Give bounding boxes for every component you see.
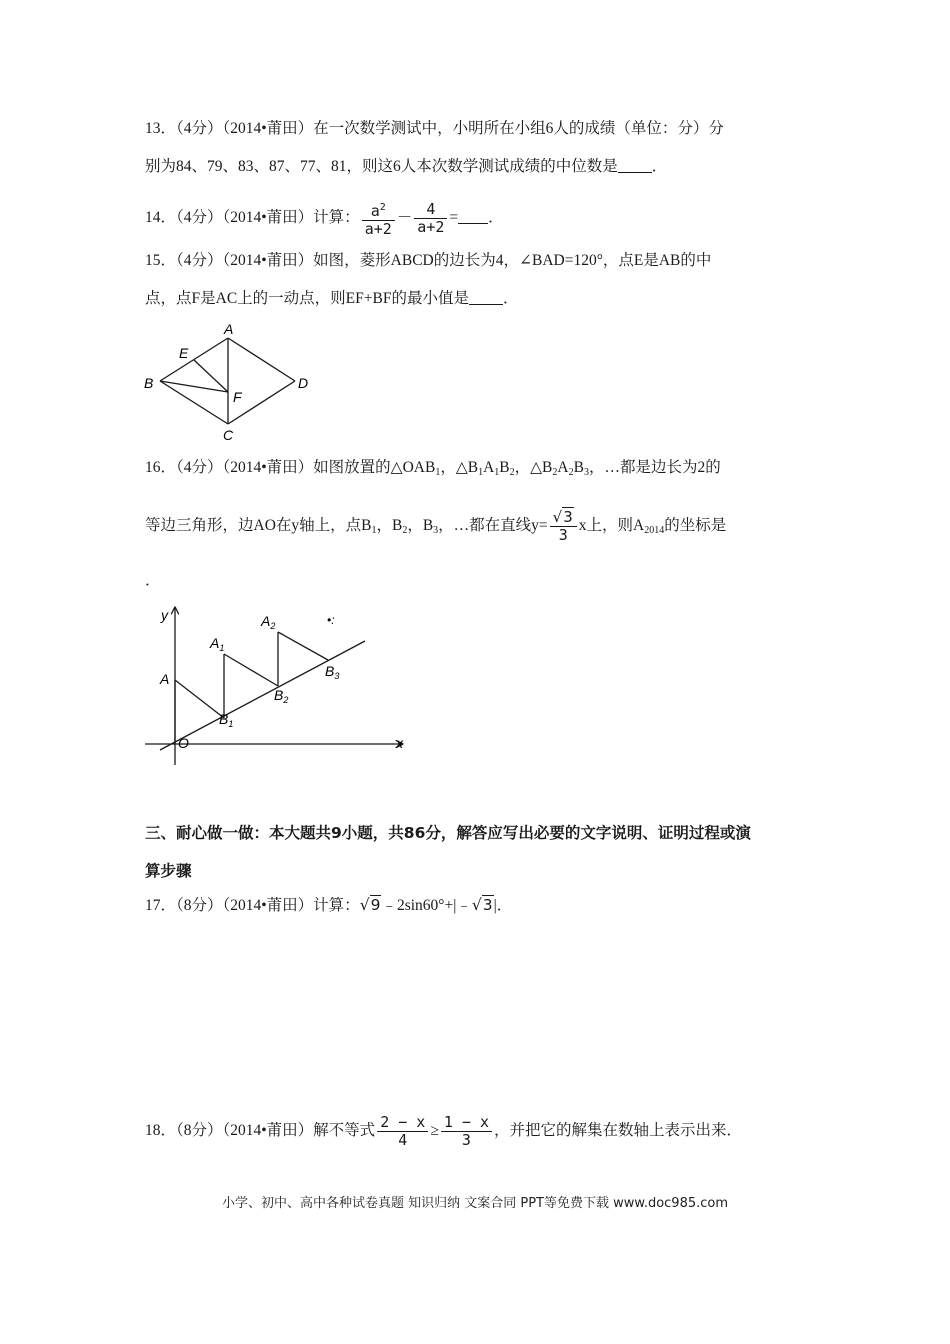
q15-end: ． [502,290,519,307]
q18-fraction-2 [441,1114,492,1149]
q18-frac1-num: 2 − x [377,1114,428,1132]
q18-prefix: 18．（8分）（2014•莆田）解不等式 [145,1122,376,1140]
q13-line2 [145,156,667,178]
label-A: A [160,671,170,687]
sqrt-sign: √9 [359,896,381,914]
q14-fraction-1 [362,199,395,238]
q15-line1: 15．（4分）（2014•莆田）如图，菱形ABCD的边长为4，∠BAD=120°，点E是AB的中 [145,252,712,269]
subscript: 3 [433,525,439,537]
side-CB [160,381,228,424]
triangle-chain-figure [140,600,415,770]
radicand: 9 [370,896,381,914]
answer-blank [458,209,488,224]
label-D: D [298,375,309,391]
rhombus-figure [140,318,320,448]
q16-text: 16．（4分）（2014•莆田）如图放置的△OAB [145,459,436,476]
q17-text: ﹣2sin60°+|﹣ [381,897,472,914]
label-x: x [396,735,403,751]
q17-line [145,894,512,917]
q14-frac2-den: a+2 [417,218,445,236]
subscript: 2 [552,467,558,478]
q16-text: 等边三角形，边AO在y轴上，点B [145,517,372,535]
subscript: 2 [509,467,515,478]
label-O: O [178,735,189,751]
q18-fraction-1 [377,1114,428,1149]
q16-text: B [573,459,584,476]
q14-minus: － [396,209,413,227]
q14-line [145,199,504,238]
side-AB1 [175,680,224,718]
answer-blank [618,158,652,173]
label-B2: $B_2$ [274,687,289,705]
q18-end: ，并把它的解集在数轴上表示出来． [494,1122,743,1140]
q18-line [145,1114,742,1149]
q16-text: ，B [407,517,434,535]
q13-text: 别为84、79、83、87、77、81，则这6人本次数学测试成绩的中位数是 [145,158,618,175]
ellipsis-dots: •: [327,613,335,627]
q16-frac-den: 3 [558,526,568,544]
label-B: B [144,375,154,391]
q16-text: ，…都是边长为2的 [588,459,721,476]
q14-end: ． [488,209,504,227]
label-A2: $A_2$ [261,613,276,631]
q16-fraction [550,509,577,544]
q16-text: ，B [376,517,403,535]
label-y: y [161,607,168,623]
q17-end: |． [493,897,513,914]
label-E: E [179,345,189,361]
side-A2B3 [278,632,328,660]
q16-text: A [483,459,495,476]
subscript: 2014 [644,525,665,537]
subscript: 2 [568,467,574,478]
subscript: 1 [435,467,441,478]
q16-text: 的坐标是 [664,517,727,535]
q16-text: ，…都在直线y= [438,517,548,535]
answer-blank [469,290,503,305]
label-A1: $A_1$ [210,635,225,653]
q13-line1: 13．（4分）（2014•莆田）在一次数学测试中，小明所在小组6人的成绩（单位：分）分 [145,120,724,137]
q18-frac2-den: 3 [461,1131,471,1149]
q14-prefix: 14．（4分）（2014•莆田）计算： [145,209,360,227]
q14-frac1-den: a+2 [364,220,392,238]
q14-frac1-num: a [370,202,380,220]
sqrt-sign: √3 [471,896,493,914]
subscript: 2 [402,525,408,537]
q18-frac1-den: 4 [398,1131,408,1149]
q18-ge-sign: ≥ [430,1122,439,1140]
q14-frac1-sup: 2 [379,202,386,213]
sqrt-sign: √3 [552,508,573,526]
q16-text: x上，则A [578,517,645,535]
q15-line2 [145,288,518,310]
q16-line2 [145,509,726,544]
radicand: 3 [563,508,573,526]
q14-eq: = [449,209,459,227]
q16-text: B [499,459,510,476]
q18-frac2-num: 1 − x [441,1114,492,1132]
q16-line1 [145,457,721,484]
q16-text: A [557,459,569,476]
section-heading-line1: 三、耐心做一做：本大题共9小题，共86分，解答应写出必要的文字说明、证明过程或演 [145,824,751,842]
section-heading-line2: 算步骤 [145,862,192,880]
page-footer: 小学、初中、高中各种试卷真题 知识归纳 文案合同 PPT等免费下载 www.doc985.com [221,1196,729,1211]
radicand: 3 [482,896,493,914]
q14-fraction-2 [414,201,447,236]
side-A1B2 [224,654,278,686]
line-y-sqrt3-over-3-x [160,641,365,750]
q14-frac2-num: 4 [414,201,447,219]
q16-text: ，△B [514,459,553,476]
side-BA [160,338,228,381]
subscript: 1 [371,525,377,537]
side-AD [228,338,295,381]
label-A: A [224,321,234,337]
q13-end: ． [651,158,668,175]
subscript: 3 [583,467,589,478]
subscript: 1 [478,467,484,478]
label-C: C [223,427,234,443]
label-B3: $B_3$ [325,663,340,681]
subscript: 1 [494,467,500,478]
q17-prefix: 17．（8分）（2014•莆田）计算： [145,897,360,914]
label-F: F [233,389,242,405]
label-B1: $B_1$ [219,711,234,729]
q15-text: 点，点F是AC上的一动点，则EF+BF的最小值是 [145,290,469,307]
q16-text: ，△B [440,459,479,476]
q16-line3: ． [145,572,161,589]
